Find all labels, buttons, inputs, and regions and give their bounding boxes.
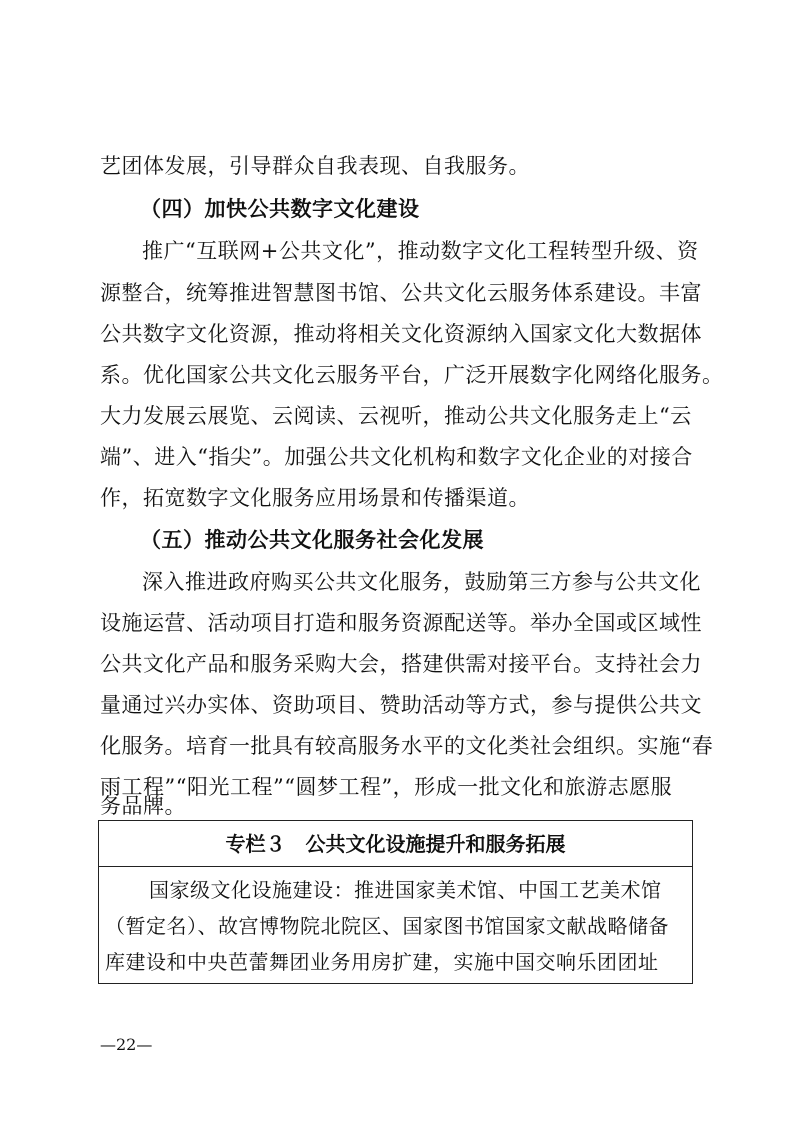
- box-paragraph-line: 国家级文化设施建设：推进国家美术馆、中国工艺美术馆: [149, 878, 662, 902]
- paragraph-line: 化服务。培育一批具有较高服务水平的文化类社会组织。实施“春: [100, 734, 714, 758]
- section-heading: （五）推动公共文化服务社会化发展: [140, 528, 484, 552]
- box-title: 专栏３ 公共文化设施提升和服务拓展: [225, 832, 566, 856]
- box-paragraph-line: 库建设和中央芭蕾舞团业务用房扩建，实施中国交响乐团团址: [105, 950, 659, 974]
- paragraph-line: 艺团体发展，引导群众自我表现、自我服务。: [100, 154, 530, 178]
- paragraph-line: 作，拓宽数字文化服务应用场景和传播渠道。: [100, 486, 530, 510]
- paragraph-line: 量通过兴办实体、资助项目、赞助活动等方式，参与提供公共文: [100, 693, 702, 717]
- paragraph-line: 端”、进入“指尖”。加强公共文化机构和数字文化企业的对接合: [100, 445, 693, 469]
- paragraph-line: 系。优化国家公共文化云服务平台，广泛开展数字化网络化服务。: [100, 363, 724, 387]
- paragraph-line: 大力发展云展览、云阅读、云视听，推动公共文化服务走上“云: [100, 404, 692, 428]
- page-number: —22—: [100, 1035, 153, 1054]
- paragraph-line: 源整合，统筹推进智慧图书馆、公共文化云服务体系建设。丰富: [100, 281, 702, 305]
- special-column-box: [98, 820, 693, 984]
- paragraph-line: 深入推进政府购买公共文化服务，鼓励第三方参与公共文化: [142, 570, 701, 594]
- paragraph-line: 务品牌。: [100, 794, 186, 818]
- paragraph-line: 公共数字文化资源，推动将相关文化资源纳入国家文化大数据体: [100, 322, 702, 346]
- box-paragraph-line: （暂定名）、故宫博物院北院区、国家图书馆国家文献战略储备: [105, 914, 669, 938]
- paragraph-line: 推广“互联网+公共文化”，推动数字文化工程转型升级、资: [142, 239, 699, 263]
- box-divider: [99, 866, 692, 867]
- paragraph-line: 公共文化产品和服务采购大会，搭建供需对接平台。支持社会力: [100, 652, 702, 676]
- paragraph-line: 设施运营、活动项目打造和服务资源配送等。举办全国或区域性: [100, 611, 702, 635]
- section-heading: （四）加快公共数字文化建设: [140, 197, 420, 221]
- paragraph-line: 雨工程”“阳光工程”“圆梦工程”，形成一批文化和旅游志愿服: [100, 775, 673, 799]
